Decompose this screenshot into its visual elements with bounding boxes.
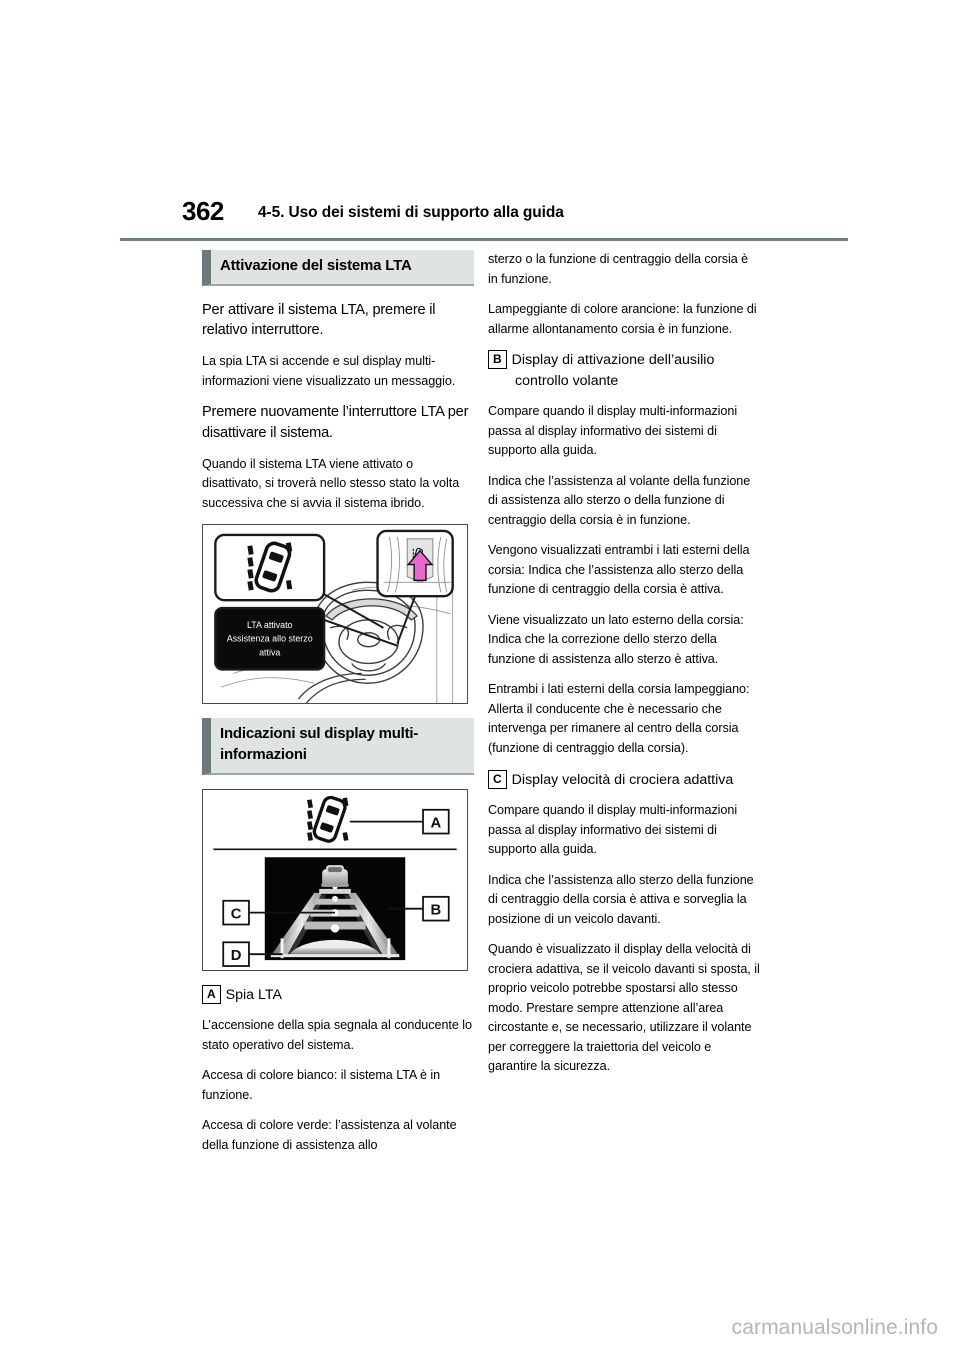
paragraph-b-appears-when: Compare quando il display multi-informazioni passa al display informativo dei sistemi di supporto alla guida. [488,404,738,458]
paragraph-orange-flashing-indicator: Lampeggiante di colore arancione: la funzione di allarme allontanamento corsia è in funzione. [488,302,757,336]
site-watermark: carmanualsonline.info [731,1316,938,1339]
paragraph-c-appears-when: Compare quando il display multi-informazioni passa al display informativo dei sistemi di supporto alla guida. [488,803,738,857]
callout-title-b-line1: Display di attivazione dell’ausilio [511,352,715,369]
figure2-display-panel [265,857,405,960]
callout-letter-c: C [488,770,507,789]
header-divider [120,238,848,241]
callout-title-a: Spia LTA [225,986,282,1003]
steering-wheel-lta-switch-illustration [203,525,467,703]
callout-letter-b: B [488,350,507,369]
paragraph-c-warning-preceding-vehicle: Quando è visualizzato il display della velocità di crociera adattiva, se il veicolo davanti si sposta, il proprio veicolo potrebbe spostarsi allo stesso modo. Prestare sempre attenzione all’area circostante e, se necessario, utilizzare il volante per correggere la traiettoria del veicolo e garantire la sicurezza. [488,942,760,1074]
paragraph-lta-indicator-message: La spia LTA si accende e sul display multi-informazioni viene visualizzato un messaggio. [202,354,456,388]
figure1-message-line-3: attiva [259,647,281,658]
left-column [202,250,474,1166]
paragraph-a-green-indicator: Accesa di colore verde: l’assistenza al volante della funzione di assistenza allo [202,1118,457,1152]
paragraph-continued-steering-centering: sterzo o la funzione di centraggio della corsia è in funzione. [488,252,749,286]
paragraph-b-indicates-assist: Indica che l’assistenza al volante della funzione di assistenza allo sterzo o della funzione di centraggio della corsia è in funzione. [488,473,751,527]
callout-heading-b [488,350,760,391]
paragraph-lta-state-persists: Quando il sistema LTA viene attivato o disattivato, si troverà nello stesso stato la volta successiva che si avvia il sistema ibrido. [202,456,460,510]
svg-text:C: C [230,906,242,923]
right-column [488,250,760,1088]
figure1-message-line-2: Assistenza allo sterzo [226,633,313,644]
page-section-title: 4-5. Uso dei sistemi di supporto alla guida [258,204,564,221]
callout-heading-c [488,770,760,791]
section-heading-multi-info-display-text: Indicazioni sul display multi-informazioni [220,725,419,763]
figure-steering-wheel-lta-switch [202,524,468,704]
callout-title-b-line2: controllo volante [515,372,619,389]
figure-multi-information-display [202,789,468,971]
section-heading-lta-activation [202,250,474,286]
section-heading-multi-info-display [202,718,474,774]
paragraph-c-indicates-lane-centering: Indica che l’assistenza allo sterzo della funzione di centraggio della corsia è attiva e sorveglia la posizione di un veicolo davanti. [488,872,754,926]
multi-information-display-illustration [203,790,467,970]
paragraph-deactivate-lta: Premere nuovamente l’interruttore LTA per disattivare il sistema. [202,404,469,441]
page-header [0,196,960,244]
paragraph-activate-lta: Per attivare il sistema LTA, premere il relativo interruttore. [202,301,436,339]
svg-text:B: B [430,902,442,919]
page-number: 362 [182,196,224,226]
svg-text:D: D [230,947,242,964]
callout-letter-a: A [202,985,221,1004]
figure1-message-line-1: LTA attivato [246,619,293,630]
svg-text:A: A [430,815,442,832]
callout-title-c: Display velocità di crociera adattiva [511,771,734,788]
callout-heading-a [202,985,474,1006]
paragraph-a-white-indicator: Accesa di colore bianco: il sistema LTA è in funzione. [202,1068,441,1102]
paragraph-a-indicator-state: L’accensione della spia segnala al conducente lo stato operativo del sistema. [202,1018,472,1052]
paragraph-b-both-sides-flashing: Entrambi i lati esterni della corsia lampeggiano: Allerta il conducente che è necessario che intervenga per rimanere al centro della corsia (funzione di centraggio della corsia). [488,682,750,755]
section-heading-lta-activation-text: Attivazione del sistema LTA [220,257,412,274]
paragraph-b-both-lane-sides: Vengono visualizzati entrambi i lati esterni della corsia: Indica che l’assistenza allo sterzo della funzione di centraggio della corsia è attiva. [488,543,750,597]
paragraph-b-one-lane-side: Viene visualizzato un lato esterno della corsia: Indica che la correzione dello sterzo della funzione di assistenza allo sterzo è attiva. [488,612,744,666]
